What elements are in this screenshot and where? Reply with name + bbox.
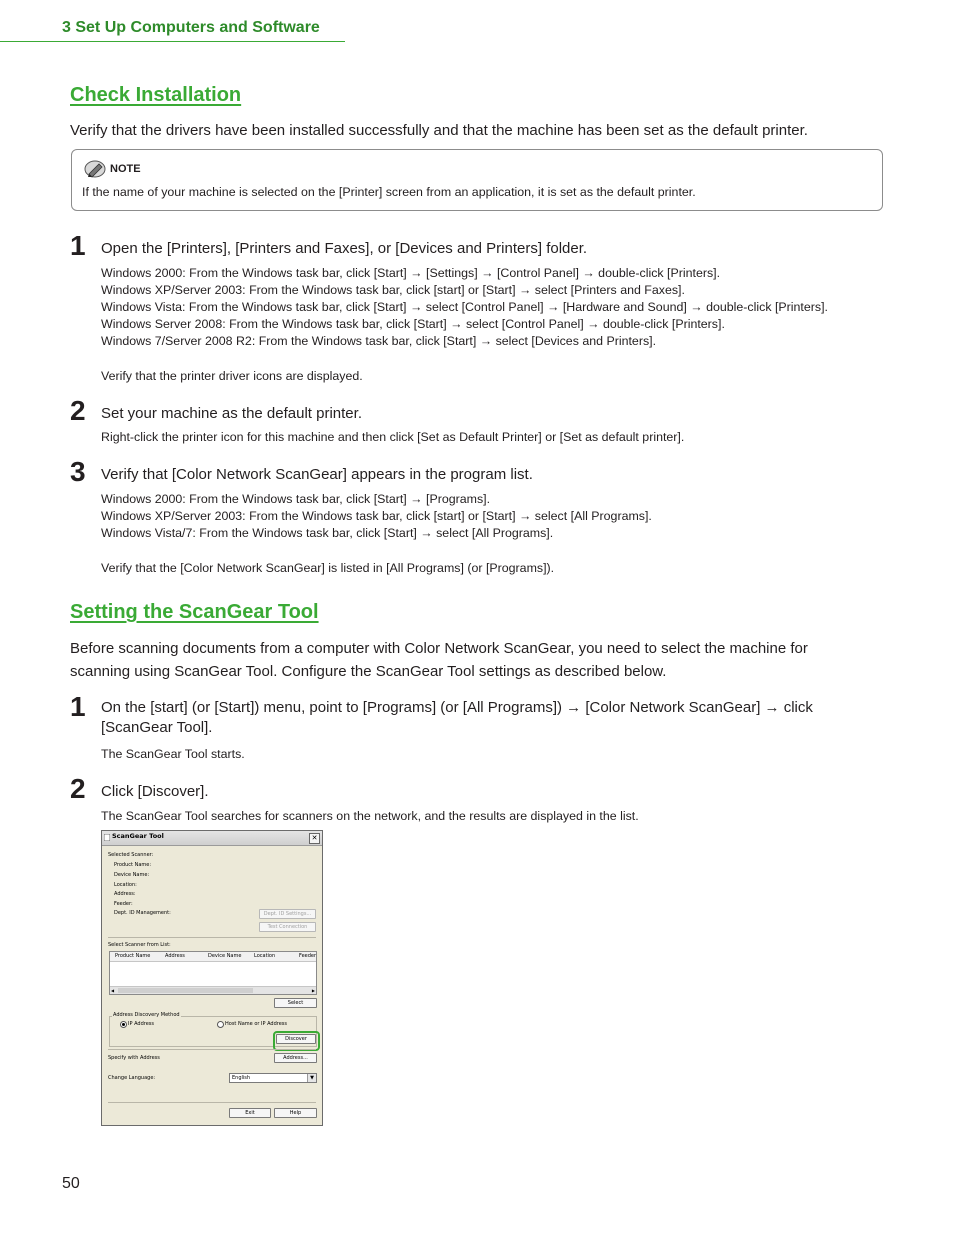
selected-scanner-label: Selected Scanner: [108, 852, 154, 858]
step-title: Click [Discover]. [101, 783, 209, 800]
step-detail-line: Windows XP/Server 2003: From the Windows task bar, click [start] or [Start] → select [All Programs]. [101, 509, 652, 523]
step-detail-line: Windows Vista/7: From the Windows task bar, click [Start] → select [All Programs]. [101, 526, 554, 540]
field-label: Address: [114, 891, 136, 897]
field-label: Feeder: [114, 901, 133, 907]
step-number: 2 [70, 395, 86, 426]
test-connection-button[interactable]: Test Connection [259, 922, 316, 932]
column-header[interactable]: Device Name [208, 953, 242, 959]
note-header [84, 160, 141, 178]
chapter-header [0, 18, 345, 42]
host-name-label: Host Name or IP Address [225, 1021, 288, 1027]
step-detail-line: Windows 7/Server 2008 R2: From the Windows task bar, click [Start] → select [Devices and Printers]. [101, 334, 657, 348]
scangear-intro-line: scanning using ScanGear Tool. Configure the ScanGear Tool settings as described below. [70, 663, 667, 680]
scroll-left-icon[interactable]: ◀ [111, 988, 115, 993]
language-select[interactable] [229, 1073, 317, 1083]
field-label: Dept. ID Management: [114, 910, 171, 916]
step-detail-line: The ScanGear Tool starts. [101, 747, 245, 761]
step-title: Open the [Printers], [Printers and Faxes], or [Devices and Printers] folder. [101, 240, 588, 257]
help-button[interactable]: Help [274, 1108, 317, 1118]
step-detail-line: Windows Server 2008: From the Windows task bar, click [Start] → select [Control Panel] → double-click [Printers]. [101, 317, 725, 331]
step-title [101, 698, 813, 738]
column-header[interactable]: Feeder [299, 953, 317, 959]
language-value: English [232, 1075, 251, 1081]
ip-address-radio[interactable] [120, 1021, 127, 1028]
discover-button[interactable]: Discover [276, 1034, 316, 1044]
window-titlebar [102, 831, 322, 846]
column-header[interactable]: Location [254, 953, 276, 959]
scroll-right-icon[interactable]: ▶ [311, 988, 315, 993]
dept-id-settings-button[interactable]: Dept. ID Settings... [259, 909, 316, 919]
divider [108, 1102, 316, 1103]
check-intro: Verify that the drivers have been installed successfully and that the machine has been set as the default printer. [70, 122, 808, 139]
chapter-title: 3 Set Up Computers and Software [62, 19, 320, 36]
step-number: 2 [70, 773, 86, 804]
section-title-scangear-tool: Setting the ScanGear Tool [70, 601, 319, 623]
step-detail-line: Windows Vista: From the Windows task bar, click [Start] → select [Control Panel] → [Hardware and Sound] → double-click [Printers]. [101, 300, 828, 314]
page-number: 50 [62, 1175, 80, 1192]
app-icon [104, 834, 110, 841]
column-header[interactable]: Product Name [115, 953, 151, 959]
step-detail-line: Windows 2000: From the Windows task bar, click [Start] → [Settings] → [Control Panel] → double-click [Printers]. [101, 266, 721, 280]
step-detail-list [101, 265, 828, 350]
step-title-line: [ScanGear Tool]. [101, 719, 213, 736]
discovery-method-label: Address Discovery Method [113, 1012, 180, 1018]
step-title: Verify that [Color Network ScanGear] appears in the program list. [101, 466, 533, 483]
step-detail-line: The ScanGear Tool searches for scanners on the network, and the results are displayed in the list. [101, 809, 639, 823]
note-label: NOTE [110, 163, 141, 175]
scanner-list[interactable] [109, 951, 317, 995]
ip-address-label: IP Address [128, 1021, 154, 1027]
pencil-note-icon [84, 160, 106, 178]
scangear-intro [70, 637, 808, 683]
step-after-text: Verify that the [Color Network ScanGear] is listed in [All Programs] (or [Programs]). [101, 561, 555, 575]
field-label: Product Name: [114, 862, 152, 868]
window-title: ScanGear Tool [112, 832, 164, 840]
horizontal-scrollbar[interactable] [110, 986, 316, 994]
section-title-check-installation: Check Installation [70, 84, 242, 106]
list-header [110, 952, 316, 962]
step-detail-line: Windows XP/Server 2003: From the Windows task bar, click [start] or [Start] → select [Printers and Faxes]. [101, 283, 685, 297]
specify-with-address-label: Specify with Address [108, 1055, 160, 1061]
step-detail-line: Right-click the printer icon for this machine and then click [Set as Default Printer] or [Set as default printer]. [101, 430, 685, 444]
close-icon[interactable]: ✕ [309, 833, 320, 844]
step-number: 3 [70, 456, 86, 487]
field-label: Location: [114, 882, 137, 888]
step-title-line: On the [start] (or [Start]) menu, point to [Programs] (or [All Programs]) → [Color Network ScanGear] → click [101, 699, 813, 716]
scrollbar-thumb[interactable] [118, 988, 253, 993]
select-from-list-label: Select Scanner from List: [108, 942, 171, 948]
address-button[interactable]: Address... [274, 1053, 317, 1063]
scangear-intro-line: Before scanning documents from a computer with Color Network ScanGear, you need to select the machine for [70, 640, 808, 657]
change-language-label: Change Language: [108, 1075, 156, 1081]
chevron-down-icon[interactable]: ▼ [307, 1074, 316, 1082]
exit-button[interactable]: Exit [229, 1108, 271, 1118]
step-after-text: Verify that the printer driver icons are displayed. [101, 369, 363, 383]
scangear-tool-window [101, 830, 323, 1126]
step-title: Set your machine as the default printer. [101, 405, 362, 422]
select-button[interactable]: Select [274, 998, 317, 1008]
column-header[interactable]: Address [165, 953, 185, 959]
host-name-radio[interactable] [217, 1021, 224, 1028]
step-detail-line: Windows 2000: From the Windows task bar, click [Start] → [Programs]. [101, 492, 491, 506]
field-label: Device Name: [114, 872, 150, 878]
step-number: 1 [70, 230, 86, 261]
step-detail-list [101, 491, 652, 542]
note-text: If the name of your machine is selected on the [Printer] screen from an application, it is set as the default printer. [82, 185, 696, 199]
note-box [71, 149, 883, 211]
divider [108, 1049, 316, 1050]
discover-highlight [273, 1031, 320, 1051]
step-number: 1 [70, 691, 86, 722]
divider [108, 937, 316, 938]
